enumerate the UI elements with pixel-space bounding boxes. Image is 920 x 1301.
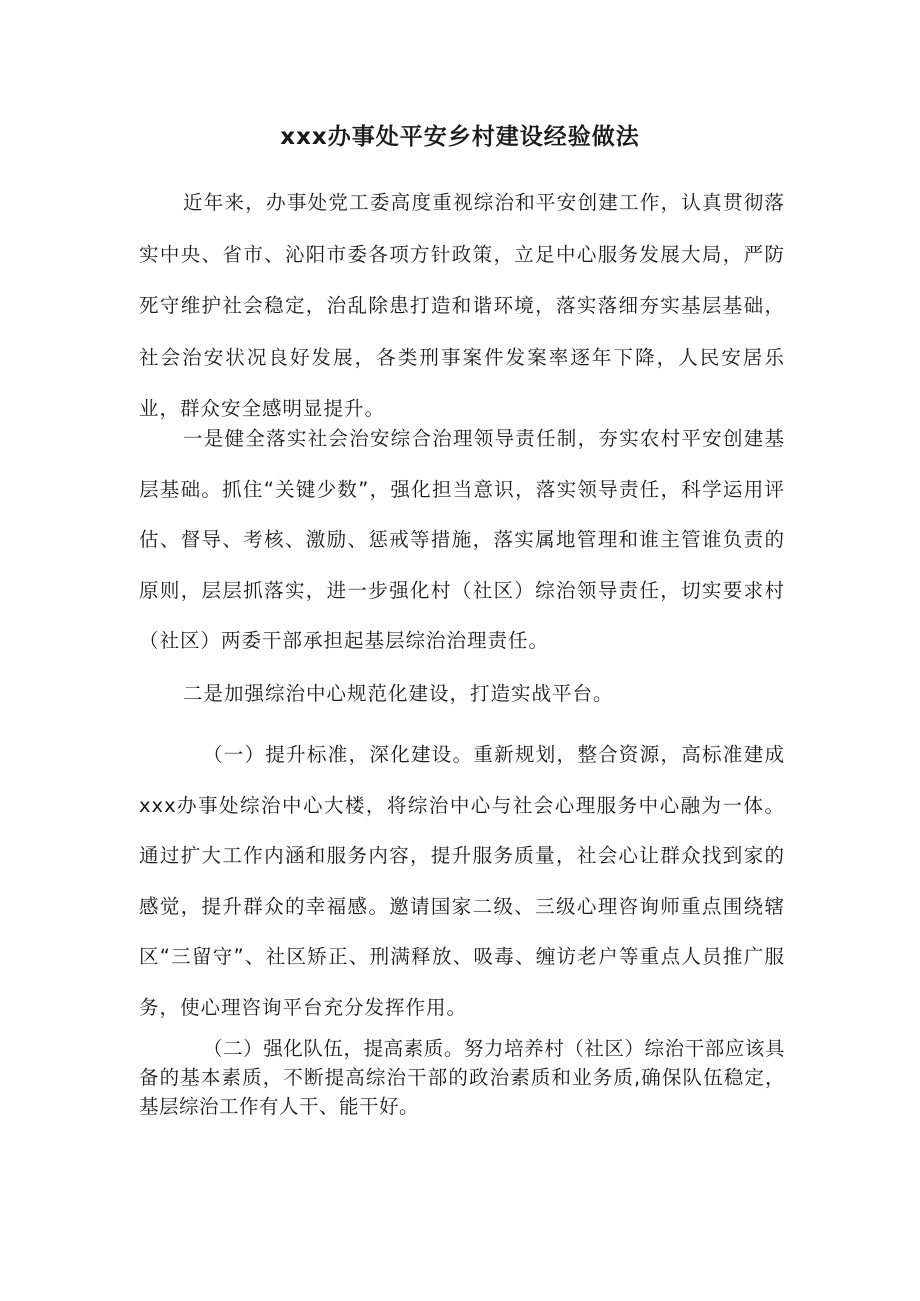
document-title: xxx办事处平安乡村建设经验做法: [280, 124, 640, 150]
paragraph-raise-standards: （一）提升标准，深化建设。重新规划，整合资源，高标准建成xxx办事处综治中心大楼，将综治中心与社会心理服务中心融为一体。通过扩大工作内涵和服务内容，提升服务质量，社会心让群众找到家的感觉，提升群众的幸福感。邀请国家二级、三级心理咨询师重点围绕辖区“三留守”、社区矫正、刑满释放、吸毒、缠访老户等重点人员推广服务，使心理咨询平台充分发挥作用。: [139, 743, 785, 1019]
paragraph-intro: 近年来，办事处党工委高度重视综治和平安创建工作，认真贯彻落实中央、省市、沁阳市委各项方针政策，立足中心服务发展大局，严防死守维护社会稳定，治乱除患打造和谐环境，落实落细夯实基层基础，社会治安状况良好发展，各类刑事案件发案率逐年下降，人民安居乐业，群众安全感明显提升。: [139, 191, 785, 420]
paragraph-strengthen-team: （二）强化队伍，提高素质。努力培养村（社区）综治干部应该具备的基本素质，不断提高综治干部的政治素质和业务质,确保队伍稳定，基层综治工作有人干、能干好。: [139, 1037, 785, 1118]
paragraph-leadership-responsibility: 一是健全落实社会治安综合治理领导责任制，夯实农村平安创建基层基础。抓住“关键少数”，强化担当意识，落实领导责任，科学运用评估、督导、考核、激励、惩戒等措施，落实属地管理和谁主管谁负责的原则，层层抓落实，进一步强化村（社区）综治领导责任，切实要求村（社区）两委干部承担起基层综治治理责任。: [139, 427, 785, 652]
paragraph-center-construction: 二是加强综治中心规范化建设，打造实战平台。: [183, 682, 614, 705]
